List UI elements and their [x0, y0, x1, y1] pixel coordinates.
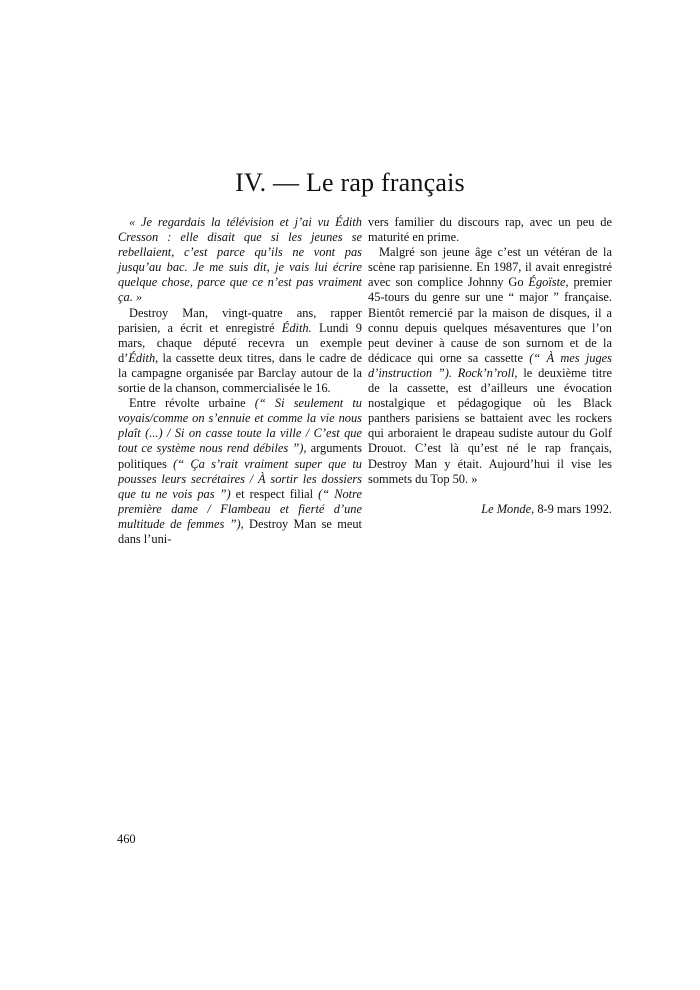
veteran-paragraph	[368, 245, 612, 487]
destroy-man-paragraph	[118, 306, 362, 397]
lyric-quote: (“ Si seulement tu voyais/comme on s’ennuie et comme la vie nous plaît (...) / Si on casse toute la ville / C’est que tout ce système nous rend débiles ”),	[118, 396, 362, 456]
source-citation	[368, 502, 612, 517]
text-run: Destroy Man, vingt-quatre ans, rapper parisien, a écrit et enregistré	[118, 305, 362, 335]
song-title: Égoïste,	[528, 275, 569, 290]
text-run: Entre révolte urbaine	[129, 396, 255, 411]
text-run: Destroy Man se meut dans l’uni-	[118, 516, 362, 546]
song-title: Édith,	[128, 350, 159, 365]
opening-quote-paragraph	[118, 215, 362, 306]
chapter-title: IV. — Le rap français	[235, 168, 465, 197]
song-title: Édith.	[281, 320, 312, 335]
lyric-quote: (“ Notre première dame / Flambeau et fierté d’une multitude de femmes ”),	[118, 486, 362, 531]
newspaper-name: Le Monde,	[481, 501, 535, 516]
dedication-quote: (“ À mes juges d’instruction ”).	[368, 350, 612, 380]
right-column	[368, 215, 612, 517]
citation-date: 8-9 mars 1992.	[534, 501, 612, 516]
text-run: la cassette deux titres, dans le cadre de la campagne organisée par Barclay autour de la sortie de la chanson, commercialisée le 16.	[118, 350, 362, 396]
text-run: et respect filial	[230, 486, 319, 501]
left-column	[118, 215, 362, 547]
text-run: Lundi 9 mars, chaque député recevra un exemple d’	[118, 320, 362, 365]
opening-quote-text: « Je regardais la télévision et j’ai vu Édith Cresson : elle disait que si les jeunes se rebellaient, c’est parce qu’ils ne vont pas jusqu’au bac. Je me suis dit, je vais lui écrire quelque chose, parce que ce n’est pas vraiment ça. »	[118, 215, 362, 305]
text-run: le deuxième titre de la cassette, est d’ailleurs une évocation nostalgique et pédagogique où les Black panthers parisiens se battaient avec les rockers qui arboraient le drapeau sudiste autour du Golf Drouot. C’est là qu’est né le rap français, Destroy Man y était. Aujourd’hui il vise les sommets du Top 50. »	[368, 365, 612, 486]
song-title: Rock’n’roll,	[457, 365, 518, 380]
text-run: Malgré son jeune âge c’est un vétéran de la scène rap parisienne. En 1987, il avait enregistré avec son complice Johnny Go	[368, 245, 612, 290]
text-run: arguments politiques	[118, 441, 362, 471]
lyric-quote: (“ Ça s’rait vraiment super que tu pousses leurs secrétaires / À sortir les dossiers que tu ne vois pas ”)	[118, 456, 362, 501]
continued-paragraph: vers familier du discours rap, avec un peu de maturité en prime.	[368, 215, 612, 245]
lyrics-paragraph	[118, 396, 362, 547]
text-run: premier 45-tours du genre sur une “ major ” française. Bientôt remercié par la maison de disques, il a connu depuis quelques mésaventures que l’on peut deviner à cause de son surnom et de la dédicace qui orne sa cassette	[368, 275, 613, 365]
page-number: 460	[117, 832, 136, 846]
